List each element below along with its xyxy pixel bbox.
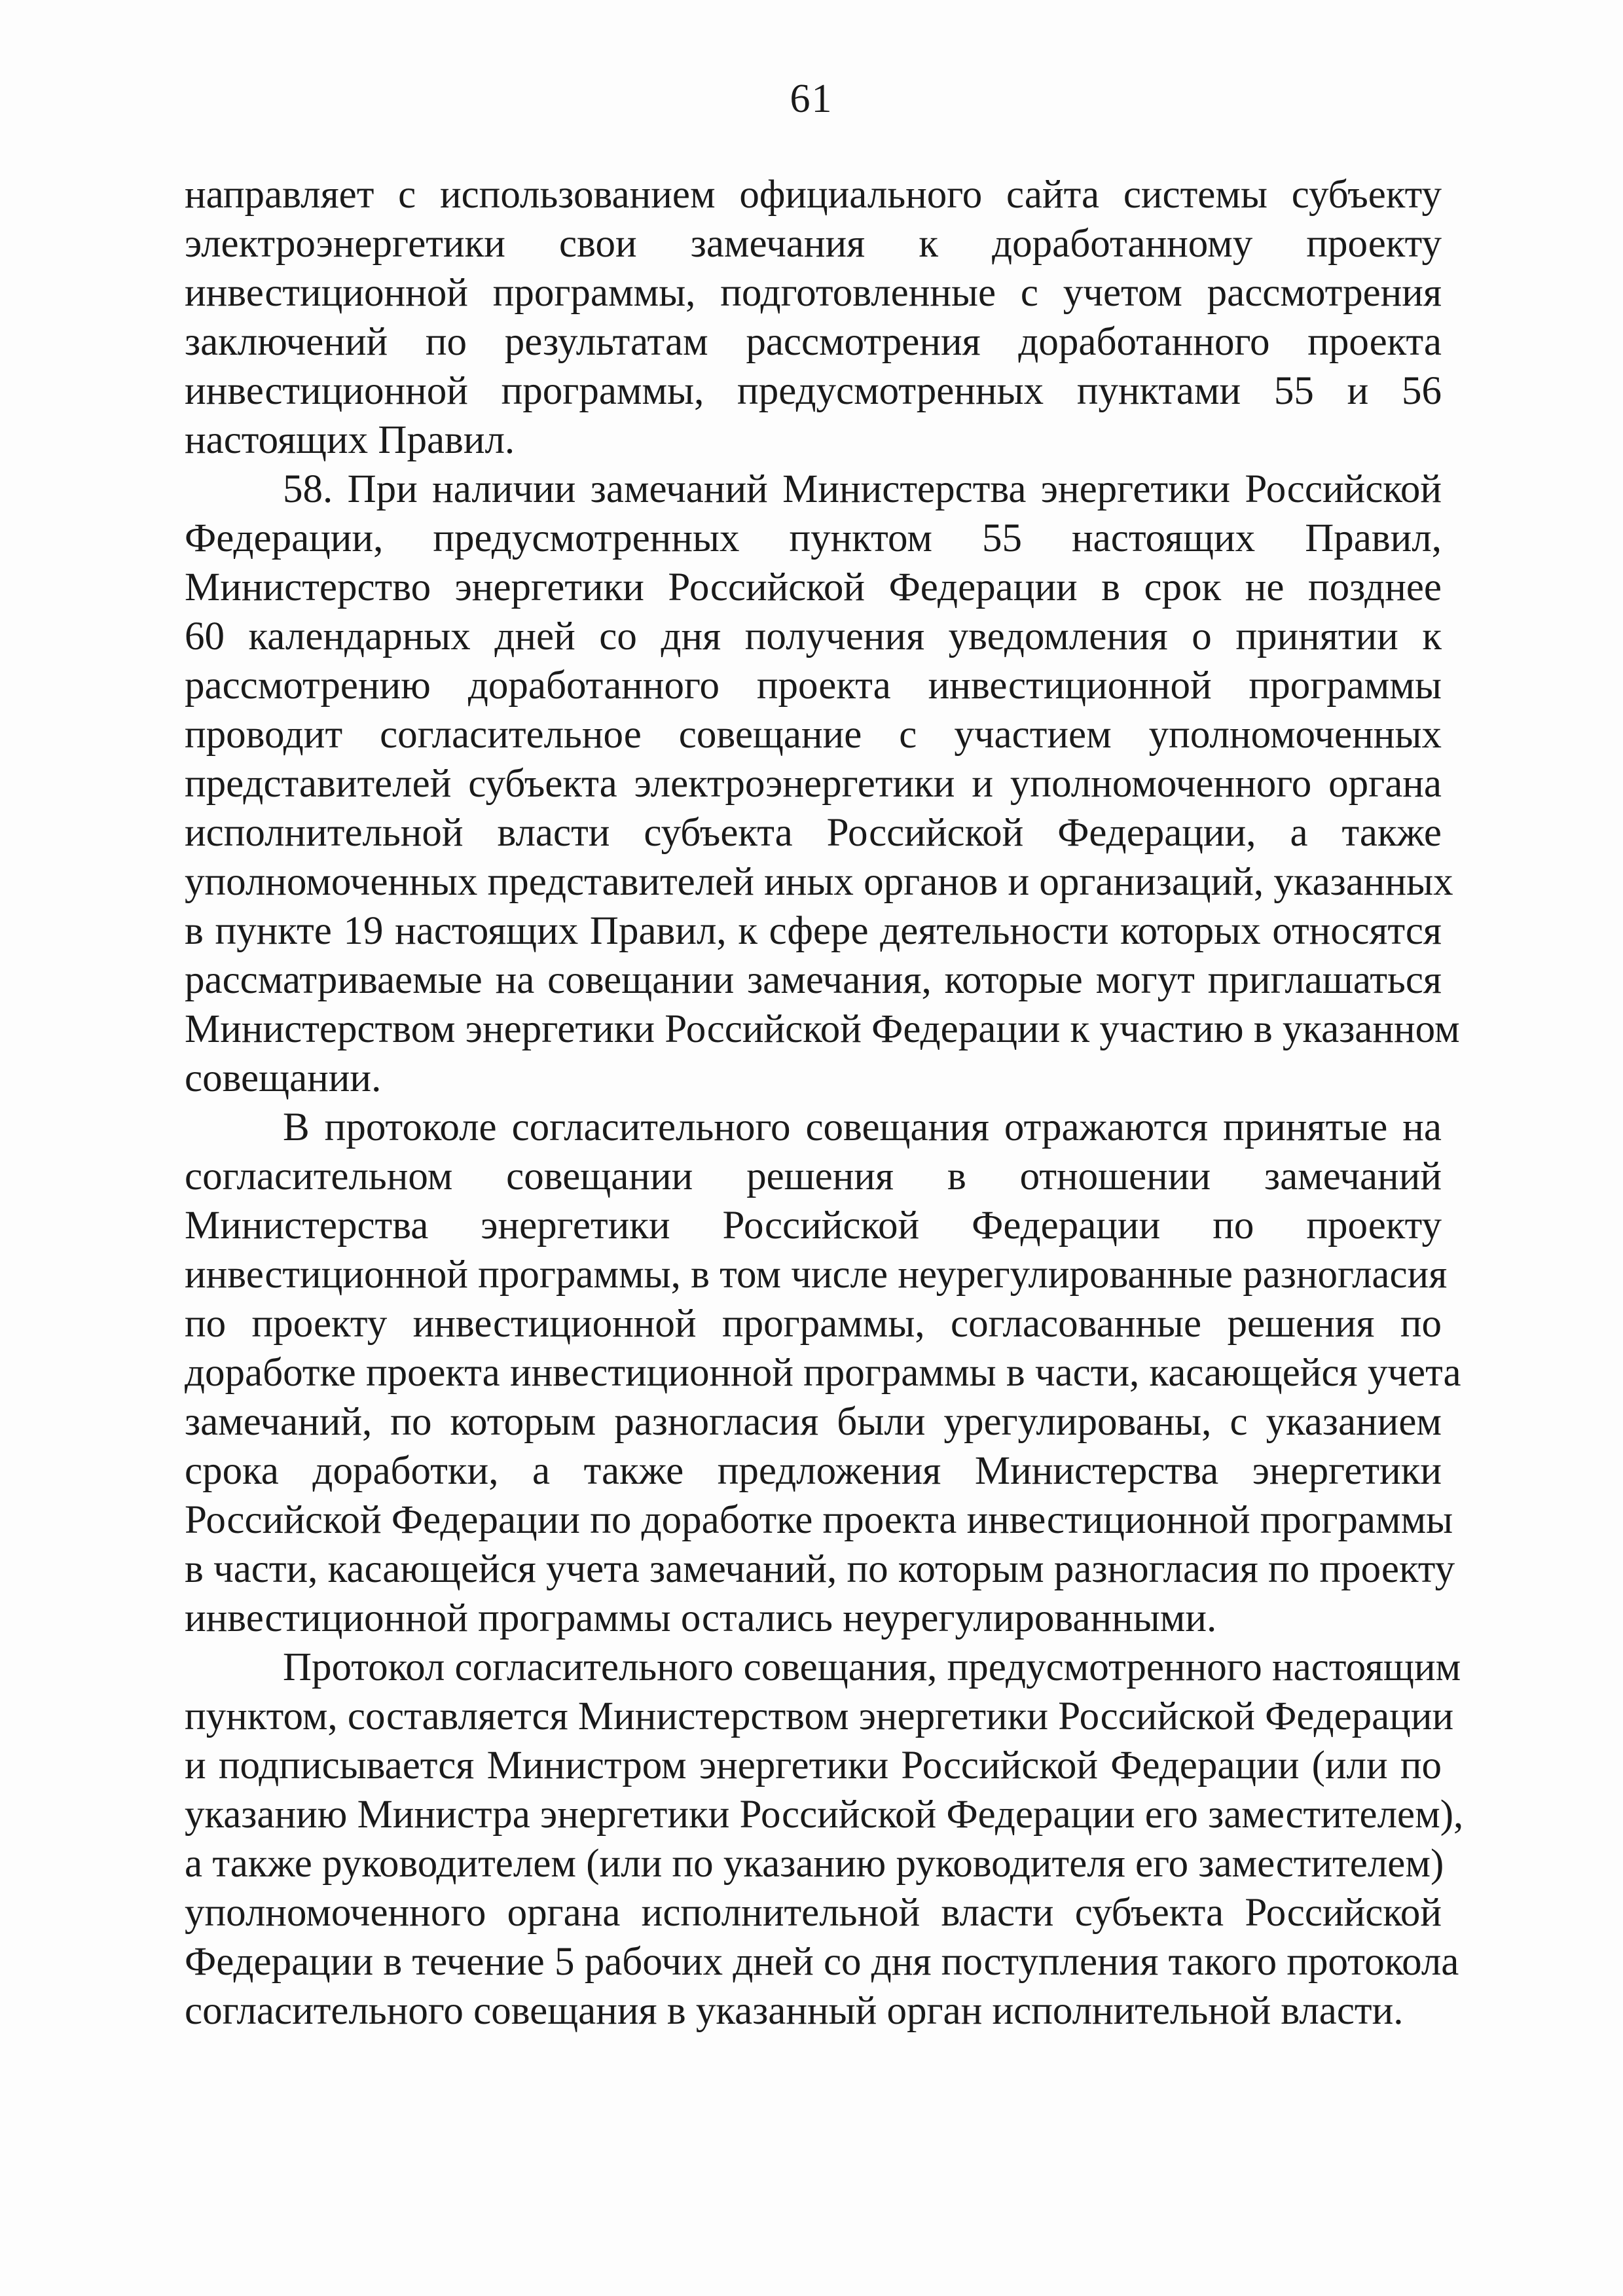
- text-line: уполномоченного органа исполнительной власти субъекта Российской: [185, 1891, 1442, 1935]
- text-line: срока доработки, а также предложения Министерства энергетики: [185, 1449, 1442, 1493]
- paragraph-protocol-signing: [185, 1643, 1464, 2036]
- text-line: Федерации, предусмотренных пунктом 55 настоящих Правил,: [185, 516, 1442, 560]
- text-line: согласительного совещания в указанный орган исполнительной власти.: [185, 1989, 1404, 2033]
- text-line: доработке проекта инвестиционной программы в части, касающейся учета: [185, 1351, 1461, 1395]
- text-line: согласительном совещании решения в отношении замечаний: [185, 1155, 1442, 1198]
- text-line: пунктом, составляется Министерством энергетики Российской Федерации: [185, 1695, 1454, 1738]
- text-line: В протоколе согласительного совещания отражаются принятые на: [283, 1105, 1442, 1149]
- text-line: заключений по результатам рассмотрения доработанного проекта: [185, 320, 1442, 364]
- text-line: по проекту инвестиционной программы, согласованные решения по: [185, 1302, 1442, 1346]
- text-line: проводит согласительное совещание с участием уполномоченных: [185, 713, 1442, 757]
- text-line: исполнительной власти субъекта Российской Федерации, а также: [185, 811, 1442, 855]
- text-line: замечаний, по которым разногласия были урегулированы, с указанием: [185, 1400, 1442, 1444]
- text-line: инвестиционной программы остались неурегулированными.: [185, 1596, 1217, 1640]
- text-line: Министерства энергетики Российской Федерации по проекту: [185, 1204, 1442, 1247]
- text-line: инвестиционной программы, предусмотренных пунктами 55 и 56: [185, 369, 1442, 413]
- text-line: в части, касающейся учета замечаний, по которым разногласия по проекту: [185, 1547, 1455, 1591]
- text-line: направляет с использованием официального сайта системы субъекту: [185, 173, 1442, 217]
- text-line: а также руководителем (или по указанию руководителя его заместителем): [185, 1842, 1444, 1886]
- text-line: рассматриваемые на совещании замечания, которые могут приглашаться: [185, 958, 1442, 1002]
- text-line: Министерством энергетики Российской Федерации к участию в указанном: [185, 1007, 1460, 1051]
- text-line: указанию Министра энергетики Российской Федерации его заместителем),: [185, 1793, 1464, 1837]
- paragraph-continuation: [185, 170, 1442, 465]
- paragraph-item-58: [185, 465, 1460, 1103]
- text-line: инвестиционной программы, в том числе неурегулированные разногласия: [185, 1253, 1448, 1297]
- text-line: 58. При наличии замечаний Министерства энергетики Российской: [283, 467, 1442, 511]
- text-line: совещании.: [185, 1056, 382, 1100]
- text-line: Протокол согласительного совещания, предусмотренного настоящим: [283, 1645, 1461, 1689]
- text-line: и подписывается Министром энергетики Российской Федерации (или по: [185, 1744, 1442, 1787]
- page-number: 61: [790, 77, 833, 121]
- text-line: инвестиционной программы, подготовленные с учетом рассмотрения: [185, 271, 1442, 315]
- text-line: настоящих Правил.: [185, 418, 515, 462]
- document-body: [185, 170, 1464, 2036]
- text-line: уполномоченных представителей иных органов и организаций, указанных: [185, 860, 1453, 904]
- text-line: рассмотрению доработанного проекта инвестиционной программы: [185, 664, 1442, 708]
- text-line: электроэнергетики свои замечания к доработанному проекту: [185, 222, 1442, 266]
- text-line: в пункте 19 настоящих Правил, к сфере деятельности которых относятся: [185, 909, 1442, 953]
- text-line: Министерство энергетики Российской Федерации в срок не позднее: [185, 565, 1442, 609]
- text-line: представителей субъекта электроэнергетики и уполномоченного органа: [185, 762, 1442, 806]
- text-line: Федерации в течение 5 рабочих дней со дня поступления такого протокола: [185, 1940, 1459, 1984]
- text-line: 60 календарных дней со дня получения уведомления о принятии к: [185, 615, 1442, 658]
- paragraph-protocol-content: [185, 1103, 1461, 1643]
- text-line: Российской Федерации по доработке проекта инвестиционной программы: [185, 1498, 1453, 1542]
